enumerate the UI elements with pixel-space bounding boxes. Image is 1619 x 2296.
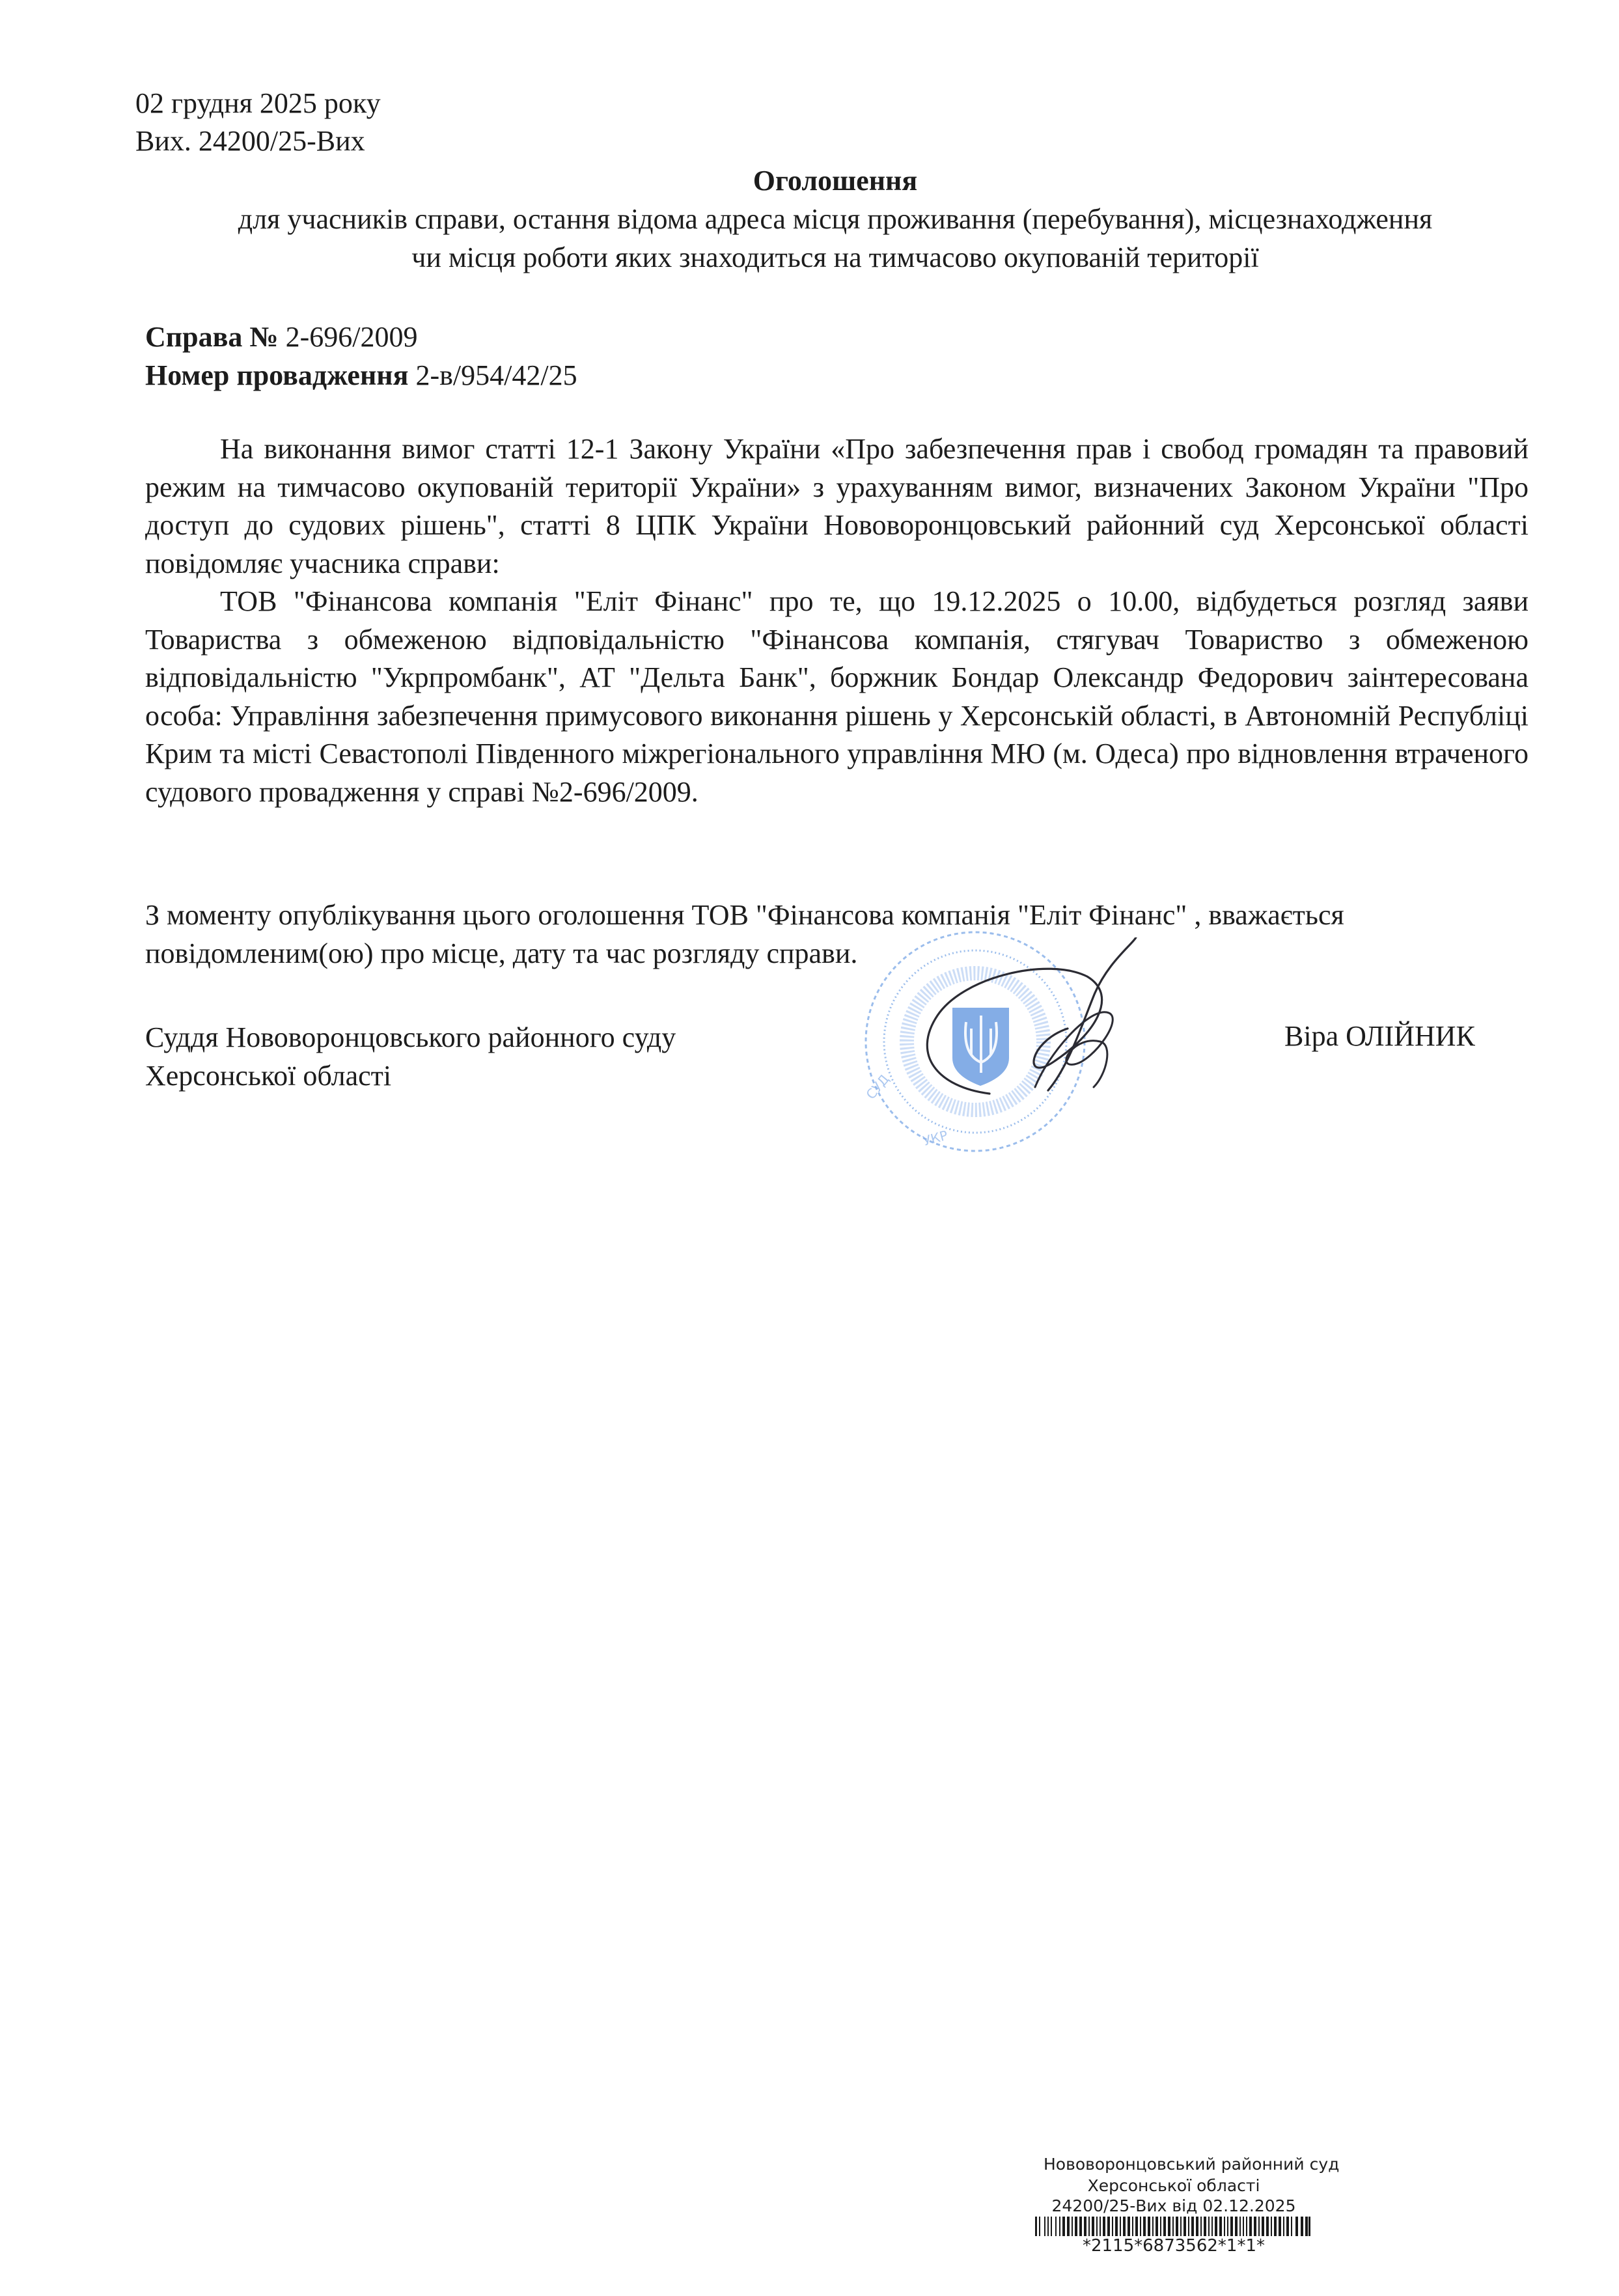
page-title: Оголошення <box>753 165 918 197</box>
outgoing-number: Вих. 24200/25-Вих <box>135 125 365 157</box>
svg-text:УКР: УКР <box>921 1127 950 1149</box>
stamp-region: Херсонської області <box>1087 2176 1260 2195</box>
svg-text:СУД: СУД <box>863 1071 893 1103</box>
paragraph-notification: З моменту опублікування цього оголошення ТОВ "Фінансова компанія "Еліт Фінанс" , вважається повідомленим(ою) про місце, дату та час розгляду справи. <box>145 899 1344 969</box>
paragraph-hearing-details: ТОВ "Фінансова компанія "Еліт Фінанс" про те, що 19.12.2025 о 10.00, відбудеться розгляд заяви Товариства з обмеженою відповідальністю "Фінансова компанія, стягувач Товариство з обмеженою відповідальністю "Укрпромбанк", АТ "Дельта Банк", боржник Бондар Олександр Федорович заінтересована особа: Управління забезпечення примусового виконання рішень у Херсонській області, в Автономній Республіці Крим та місті Севастополі Південного міжрегіонального управління МЮ (м. Одеса) про відновлення втраченого судового провадження у справі №2-696/2009. <box>145 585 1529 808</box>
barcode-icon <box>1035 2217 1310 2236</box>
document-date: 02 грудня 2025 року <box>135 87 381 119</box>
stamp-court-name: Нововоронцовський районний суд <box>1044 2155 1340 2174</box>
case-number: 2-696/2009 <box>278 321 418 353</box>
stamp-registration-number: 24200/25-Вих від 02.12.2025 <box>1051 2196 1296 2215</box>
case-number-row <box>145 323 417 352</box>
proceeding-number-row <box>145 361 577 390</box>
notice-body <box>145 430 1529 811</box>
judge-position-line-2: Херсонської області <box>145 1060 392 1092</box>
subtitle-line-1: для учасників справи, остання відома адреса місця проживання (перебування), місцезнаходження <box>238 203 1433 235</box>
proceeding-number: 2-в/954/42/25 <box>408 359 577 391</box>
judge-name: Віра ОЛІЙНИК <box>1284 1020 1475 1052</box>
subtitle-line-2: чи місця роботи яких знаходиться на тимчасово окупованій території <box>411 242 1259 273</box>
case-label: Справа № <box>145 321 279 353</box>
judge-position-line-1: Суддя Нововоронцовського районного суду <box>145 1021 676 1053</box>
proceeding-label: Номер провадження <box>145 359 409 391</box>
paragraph-legal-basis: На виконання вимог статті 12-1 Закону України «Про забезпечення прав і свобод громадян та правовий режим на тимчасово окупованій території України» з урахуванням вимог, визначених Законом України "Про доступ до судових рішень", статті 8 ЦПК України Нововоронцовський районний суд Херсонської області повідомляє учасника справи: <box>145 433 1529 579</box>
barcode-number: *2115*6873562*1*1* <box>1082 2236 1266 2256</box>
handwritten-signature-icon <box>898 937 1185 1159</box>
